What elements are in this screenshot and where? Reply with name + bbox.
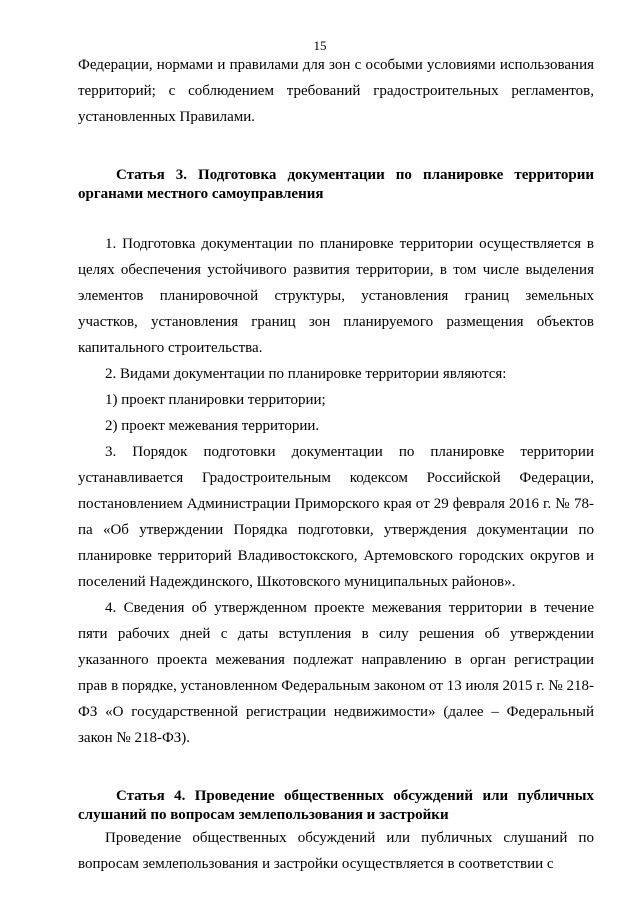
article-3-paragraph-1: 1. Подготовка документации по планировке территории осуществляется в целях обеспечения устойчивого развития территории, в том числе выделения элементов планировочной структуры, установления границ земельных участков, установления границ зон планируемого размещения объектов капитального строительства. bbox=[78, 236, 594, 356]
article-3-paragraph-2: 2. Видами документации по планировке территории являются: bbox=[105, 366, 507, 382]
article-3-paragraph-4: 4. Сведения об утвержденном проекте межевания территории в течение пяти рабочих дней с даты вступления в силу решения об утверждении указанного проекта межевания подлежат направлению в орган регистрации прав в порядке, установленном Федеральным законом от 13 июля 2015 г. № 218-ФЗ «О государственной регистрации недвижимости» (далее – Федеральный закон № 218-ФЗ). bbox=[78, 600, 594, 746]
article-3-list-item-2: 2) проект межевания территории. bbox=[105, 418, 320, 434]
article-3-heading: Статья 3. Подготовка документации по планировке территории органами местного самоуправления bbox=[78, 167, 594, 202]
page-number: 15 bbox=[313, 38, 327, 53]
intro-paragraph: Федерации, нормами и правилами для зон с особыми условиями использования территорий; с соблюдением требований градостроительных регламентов, установленных Правилами. bbox=[78, 57, 594, 125]
article-4-paragraph-1: Проведение общественных обсуждений или публичных слушаний по вопросам землепользования и застройки осуществляется в соответствии с bbox=[78, 830, 594, 872]
article-3-list-item-1: 1) проект планировки территории; bbox=[105, 392, 326, 408]
article-3-paragraph-3: 3. Порядок подготовки документации по планировке территории устанавливается Градостроительным кодексом Российской Федерации, постановлением Администрации Приморского края от 29 февраля 2016 г. № 78-па «Об утверждении Порядка подготовки, утверждения документации по планировке территорий Владивостокского, Артемовского городских округов и поселений Надеждинского, Шкотовского муниципальных районов». bbox=[78, 444, 594, 590]
article-4-heading: Статья 4. Проведение общественных обсуждений или публичных слушаний по вопросам землепользования и застройки bbox=[78, 788, 594, 823]
document-body bbox=[78, 52, 594, 877]
